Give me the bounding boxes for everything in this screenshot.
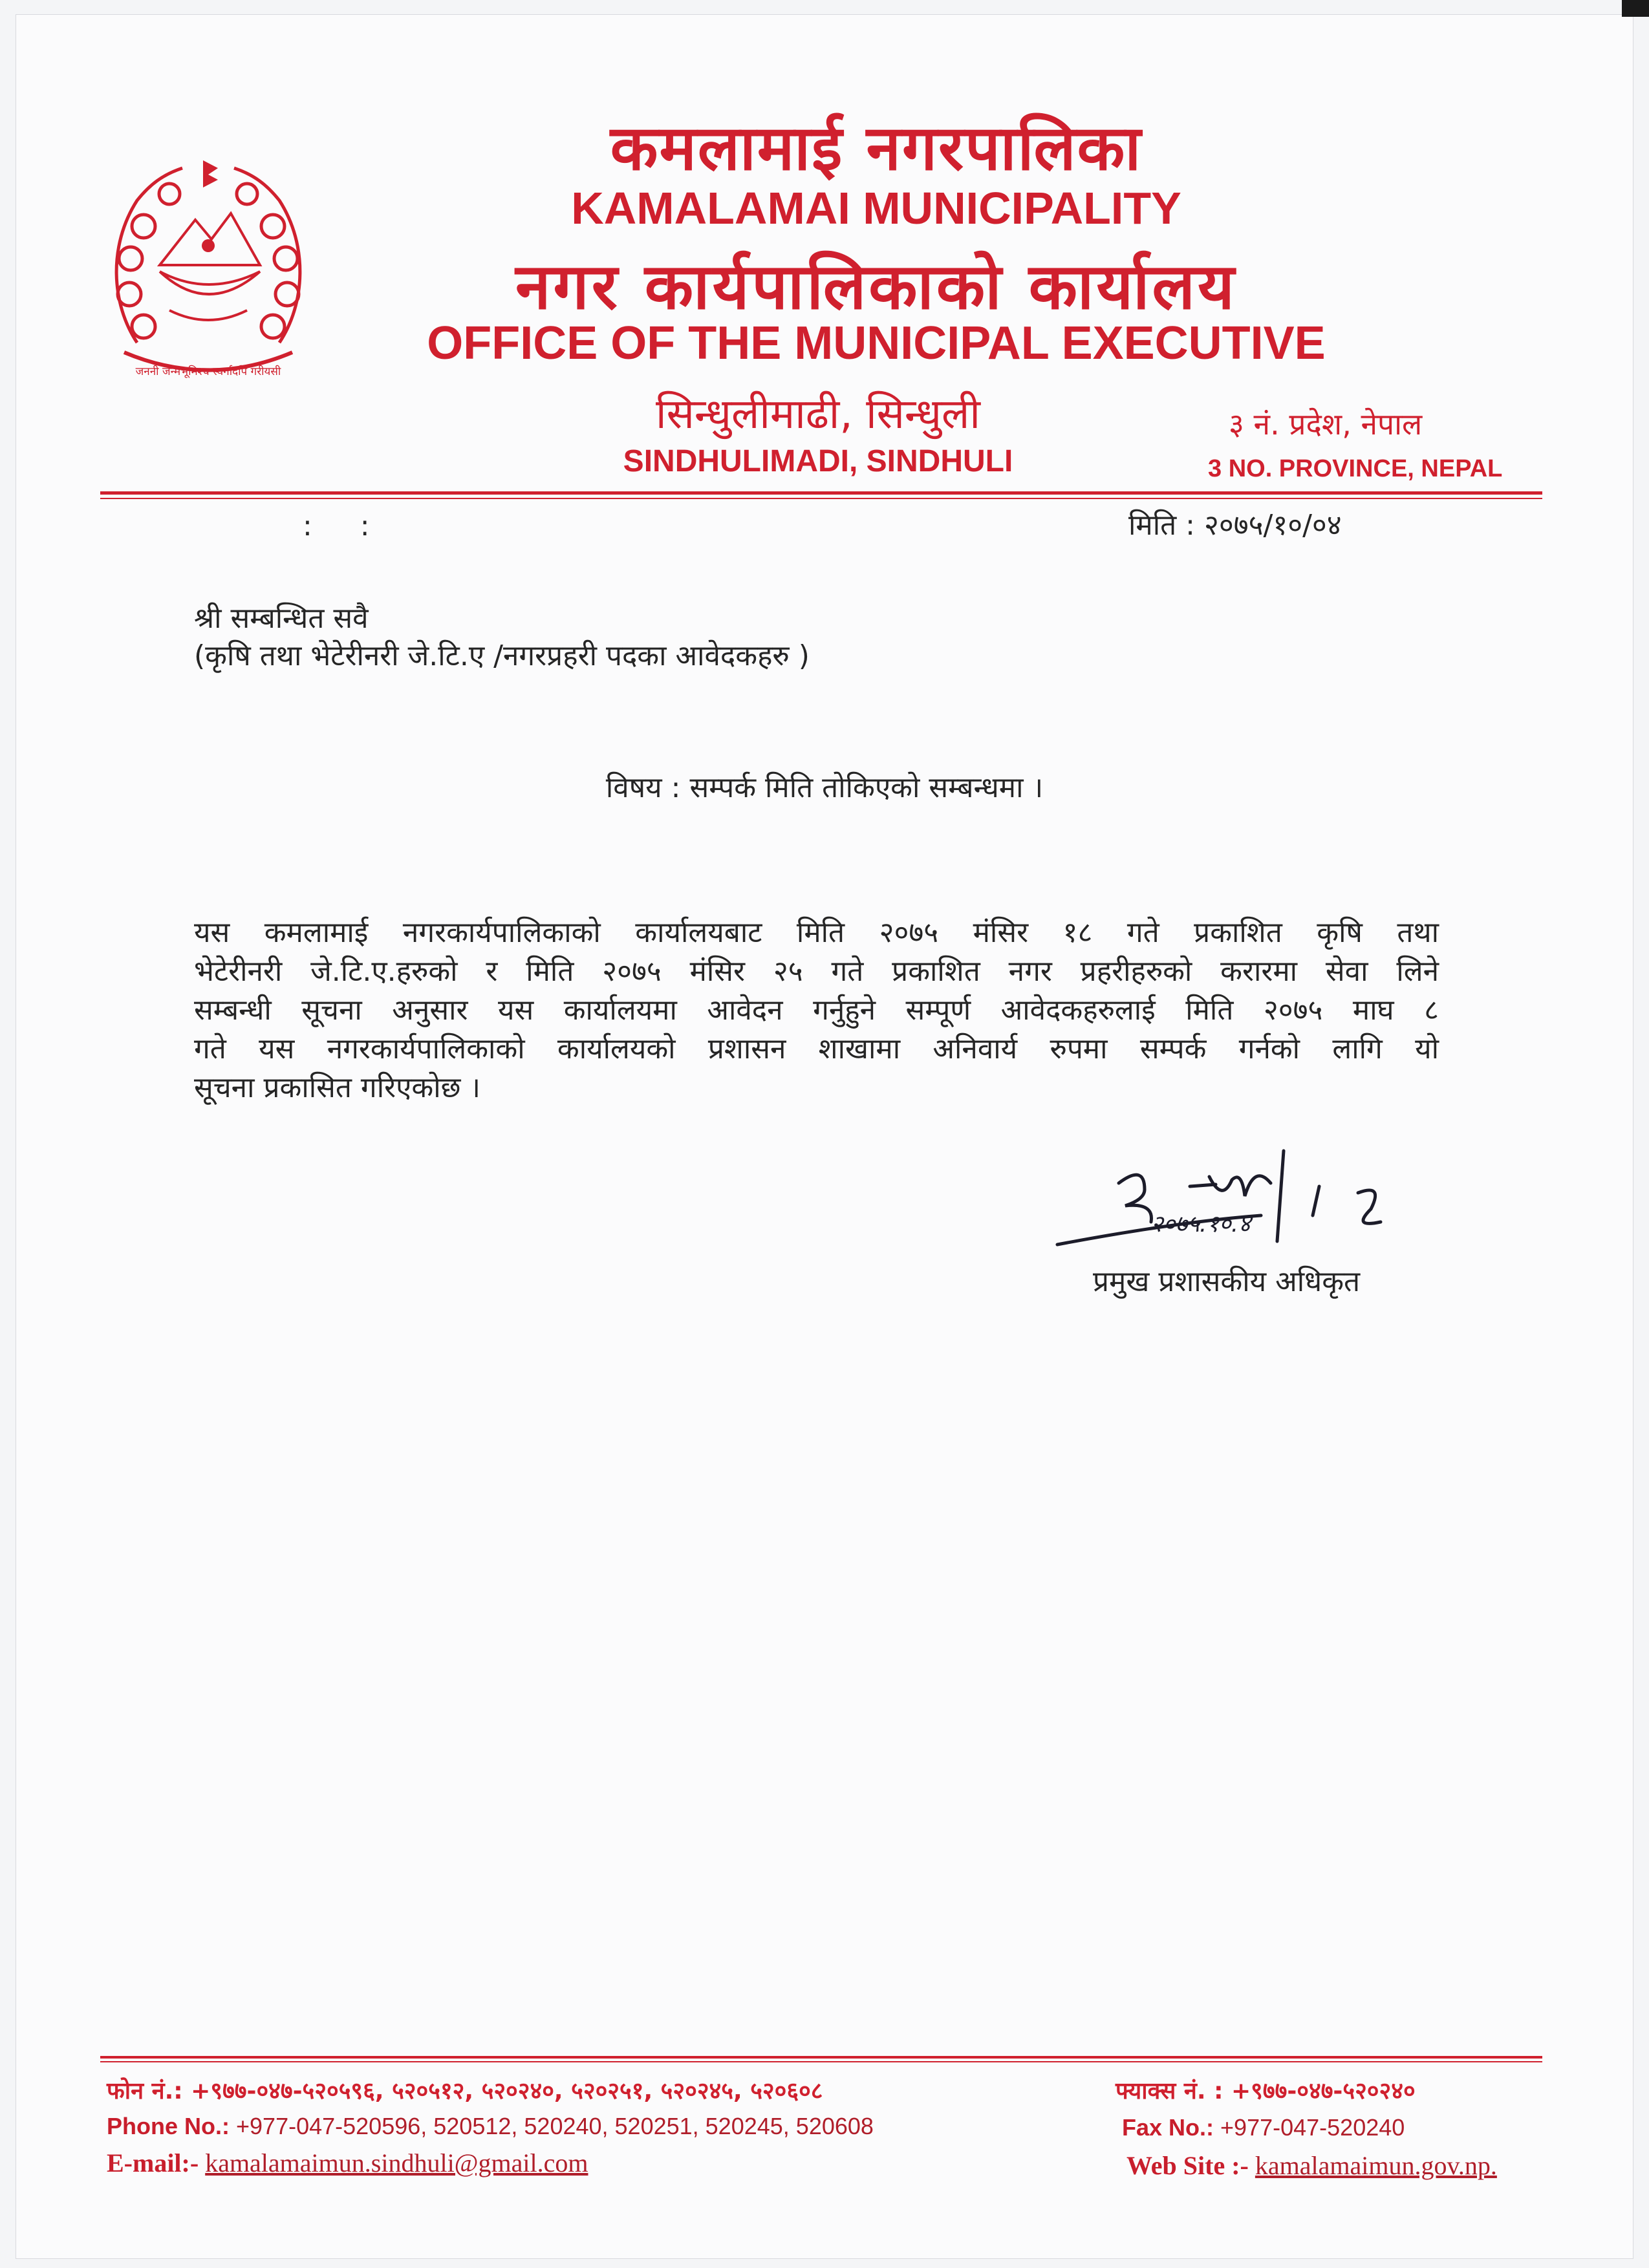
recipient-line-1: श्री सम्बन्धित सवै (194, 602, 369, 635)
signature-date: २०७५.१०.४ (1151, 1211, 1251, 1237)
fax-nepali (1116, 2074, 1416, 2106)
recipient-line-2: (कृषि तथा भेटेरीनरी जे.टि.ए /नगरप्रहरी पदका आवेदकहरु ) (194, 639, 810, 672)
phone-english-value: +977-047-520596, 520512, 520240, 520251, 520245, 520608 (236, 2113, 874, 2139)
office-name-english: OFFICE OF THE MUNICIPAL EXECUTIVE (427, 317, 1326, 369)
phone-english (107, 2113, 874, 2140)
website-label: Web Site :- (1126, 2151, 1249, 2180)
municipality-name-english: KAMALAMAI MUNICIPALITY (571, 183, 1181, 233)
phone-nepali-value: : +९७७-०४७-५२०५९६, ५२०५१२, ५२०२४०, ५२०२५१, ५२०२४५, ५२०६०८ (173, 2078, 823, 2104)
province-nepali: ३ नं. प्रदेश, नेपाल (1229, 407, 1423, 442)
fax-english-label: Fax No.: (1122, 2114, 1214, 2141)
province-english: 3 NO. PROVINCE, NEPAL (1208, 455, 1503, 482)
office-name-nepali: नगर कार्यपालिकाको कार्यालय (515, 250, 1237, 324)
fax-english (1122, 2114, 1405, 2141)
place-nepali: सिन्धुलीमाढी, सिन्धुली (656, 390, 980, 438)
website-link[interactable]: kamalamaimun.gov.np. (1255, 2151, 1497, 2180)
letter-date: मिति : २०७५/१०/०४ (1128, 509, 1342, 542)
scan-edge-mark (1622, 0, 1649, 17)
header-rule-thin (100, 498, 1542, 499)
header-rule (100, 491, 1542, 495)
email-line (107, 2148, 588, 2178)
body-line: सूचना प्रकासित गरिएकोछ । (194, 1071, 481, 1104)
phone-nepali-label: फोन नं. (107, 2078, 174, 2104)
place-english: SINDHULIMADI, SINDHULI (623, 444, 1013, 478)
fax-nepali-label: फ्याक्स नं. (1116, 2078, 1206, 2104)
phone-english-label: Phone No.: (107, 2113, 230, 2139)
fax-english-value: +977-047-520240 (1220, 2114, 1405, 2141)
body-line: सम्बन्धी सूचना अनुसार यस कार्यालयमा आवेदन गर्नुहुने सम्पूर्ण आवेदकहरुलाई मिति २०७५ माघ ८ (194, 994, 1439, 1027)
body-line: भेटेरीनरी जे.टि.ए.हरुको र मिति २०७५ मंसिर २५ गते प्रकाशित नगर प्रहरीहरुको करारमा सेवा लिने (194, 955, 1439, 988)
reference-marks: : : (303, 509, 389, 542)
email-link[interactable]: kamalamaimun.sindhuli@gmail.com (205, 2148, 588, 2177)
signer-title: प्रमुख प्रशासकीय अधिकृत (1093, 1265, 1361, 1298)
body-line: गते यस नगरकार्यपालिकाको कार्यालयको प्रशासन शाखामा अनिवार्य रुपमा सम्पर्क गर्नको लागि यो (194, 1032, 1439, 1065)
fax-nepali-value: : +९७७-०४७-५२०२४० (1214, 2078, 1416, 2104)
municipality-name-nepali: कमलामाई नगरपालिका (610, 112, 1143, 184)
website-line (1126, 2150, 1497, 2181)
emblem-motto: जननी जन्मभूमिश्च स्वर्गादपि गरीयसी (135, 365, 281, 378)
footer-rule-thin (100, 2061, 1542, 2062)
letter-subject: विषय : सम्पर्क मिति तोकिएको सम्बन्धमा । (605, 771, 1044, 804)
footer-rule (100, 2056, 1542, 2059)
phone-nepali (107, 2074, 823, 2106)
handwritten-signature (1048, 1138, 1436, 1267)
body-line: यस कमलामाई नगरकार्यपालिकाको कार्यालयबाट मिति २०७५ मंसिर १८ गते प्रकाशित कृषि तथा (194, 916, 1439, 949)
email-label: E-mail:- (107, 2148, 199, 2177)
